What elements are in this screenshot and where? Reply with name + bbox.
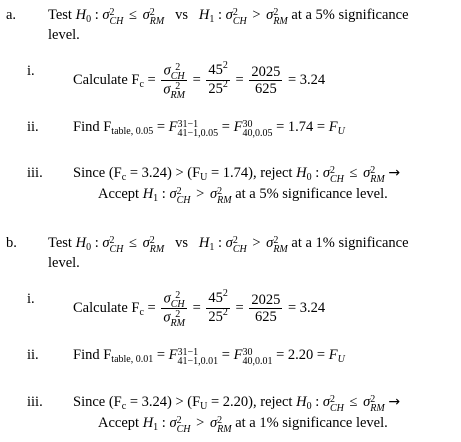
part-a-label: a. xyxy=(6,7,17,23)
sigma-fraction: σ 2 CH σ 2 RM xyxy=(163,290,185,329)
part-a-ii-label: ii. xyxy=(27,119,39,135)
test-word: Test xyxy=(48,7,72,23)
colon: : xyxy=(94,7,99,23)
arrow-icon: → xyxy=(388,165,401,181)
sigma-ch-script: 2 CH xyxy=(232,6,247,27)
u-subscript: U xyxy=(337,126,345,137)
part-b-ii-label: ii. xyxy=(27,347,39,363)
part-a-iii-label: iii. xyxy=(27,165,43,181)
part-b-i-line: Calculate $F_c$ = σ 2 CH σ 2 RM = $\frac{45^2}{25^2}$ = $\frac{2025}{625}$ = 3.24 xyxy=(73,288,326,329)
numeric-fraction: $\frac{2025}{625}$ xyxy=(251,292,281,325)
f2-script: 30 40,0.05 xyxy=(242,118,273,139)
part-a-i-label: i. xyxy=(27,63,35,79)
square-fraction: $\frac{45^2}{25^2}$ xyxy=(208,288,228,325)
ii-result: = 1.74 = xyxy=(276,119,326,135)
colon: : xyxy=(218,7,223,23)
h0-symbol: H xyxy=(75,7,87,23)
part-b-accept-line: Accept $H_1$ : σ 2 CH > σ 2 RM at a 1% significance level. xyxy=(98,414,388,435)
sigma-ch: σ xyxy=(102,7,110,23)
find-text: Find F xyxy=(73,119,112,135)
part-b-i-label: i. xyxy=(27,291,35,307)
sigma-rm-script: 2 RM xyxy=(273,6,288,27)
equals: = xyxy=(192,71,201,88)
sigma-fraction: σ 2 CH σ 2 RM xyxy=(163,62,185,101)
part-a-hypothesis-line xyxy=(48,6,409,26)
vs-word: vs xyxy=(175,7,189,23)
part-a-ii-line xyxy=(73,118,345,138)
part-a-level-word: level. xyxy=(48,27,80,43)
sigma-rm: σ xyxy=(266,7,274,23)
h1-symbol: H xyxy=(198,7,210,23)
h0-subscript: 0 xyxy=(86,14,92,25)
le-operator: ≤ xyxy=(129,7,137,23)
c-subscript: c xyxy=(139,78,144,90)
equals: = xyxy=(156,119,166,135)
sigma-rm-script: 2 RM xyxy=(149,6,165,27)
sigma-rm: σ xyxy=(142,7,150,23)
arrow-icon: → xyxy=(388,394,401,410)
part-b-iii-label: iii. xyxy=(27,394,43,410)
f-script: 31−1 41−1,0.05 xyxy=(177,118,219,139)
part-b-level-word: level. xyxy=(48,255,80,271)
calculate-text: Calculate F xyxy=(73,71,140,88)
sigma-ch-script: 2 CH xyxy=(109,6,124,27)
h1-subscript: 1 xyxy=(209,14,215,25)
part-b-ii-line: Find $F_{table, 0.01} = F$ 31−1 41−1,0.01 = F 30 40,0.01 = $2.20 = F_U$ xyxy=(73,346,345,367)
part-b-hypothesis-line: Test $H_0$ : σ 2 CH ≤ σ 2 RM vs $H_1$ : σ 2 CH > σ 2 RM at a 1% significance xyxy=(48,234,409,255)
f-symbol: F xyxy=(233,119,243,135)
fu-symbol: F xyxy=(328,119,338,135)
part-b-iii-line: Since $(F_c = 3.24) > (F_U = 2.20)$, reject $H_0$ : σ 2 CH ≤ σ 2 RM → xyxy=(73,393,401,414)
part-a-accept-line: Accept $H_1$ : σ 2 CH > σ 2 RM at a 5% significance level. xyxy=(98,185,388,206)
part-a-iii-line: Since $(F_c = 3.24) > (F_U = 1.74)$, reject $H_0$ : σ 2 CH ≤ σ 2 RM → xyxy=(73,164,401,185)
equals: = xyxy=(147,71,156,88)
part-b-label: b. xyxy=(6,235,17,251)
significance-suffix: at a 5% significance xyxy=(291,7,409,23)
equals: = xyxy=(235,71,244,88)
part-a-i-line xyxy=(73,62,325,99)
square-fraction: $\frac{45^2}{25^2}$ xyxy=(208,60,228,97)
gt-operator: > xyxy=(252,7,261,23)
result-value: = 3.24 xyxy=(287,71,326,88)
table-subscript: table, 0.05 xyxy=(111,126,154,137)
f-symbol: F xyxy=(168,119,178,135)
equals: = xyxy=(221,119,230,135)
sigma-ch: σ xyxy=(225,7,233,23)
numeric-fraction: $\frac{2025}{625}$ xyxy=(251,64,281,97)
